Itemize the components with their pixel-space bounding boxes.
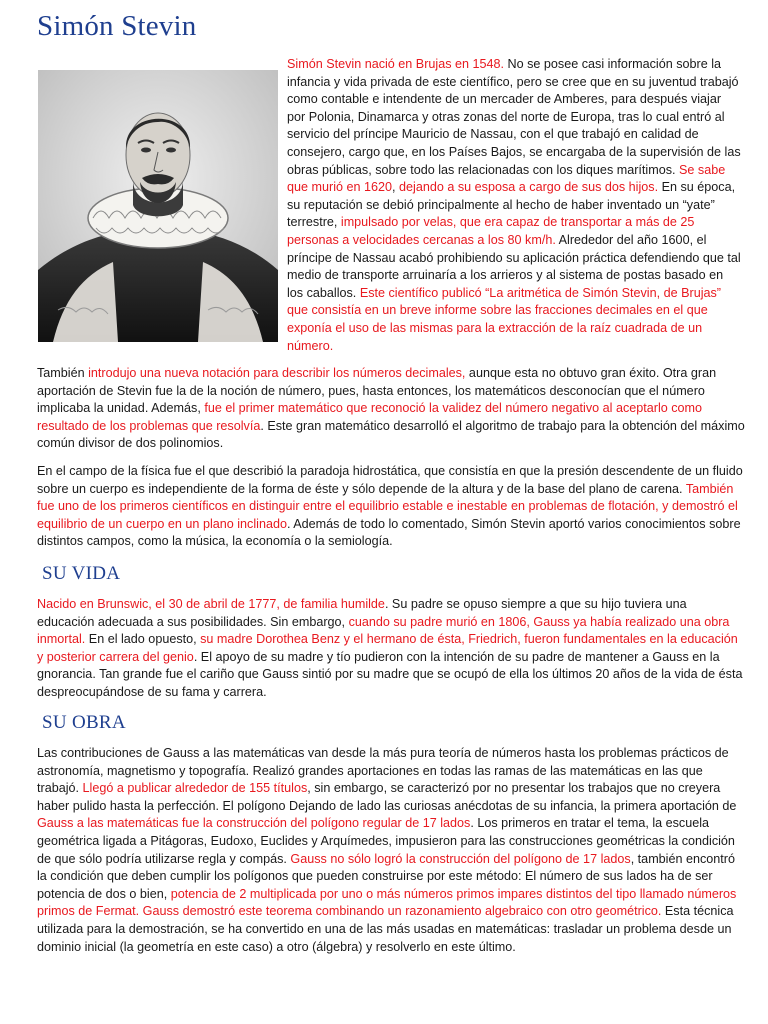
body-text: aunque esta no obtuvo gran éxito. Otra gran aportación de Stevin fue la de la noción de número, pues, hasta entonces, los matemáticos desconocían que el número implicaba la unidad. Además, bbox=[37, 366, 717, 416]
paragraph-physics bbox=[37, 463, 745, 551]
highlighted-text: También fue uno de los primeros científicos en distinguir entre el equilibrio estable e inestable en problemas de flotación, y demostró el equilibrio de un cuerpo en un plano inclinado bbox=[37, 481, 738, 531]
highlighted-text: su madre Dorothea Benz y el hermano de ésta, Friedrich, fueron fundamentales en la educación y posterior carrera del genio bbox=[37, 632, 738, 664]
body-text: . Los primeros en tratar el tema, la escuela geométrica ligada a Pitágoras, Eudoxo, Euclides y Arquímedes, impusieron para las construcciones geométricas la condición de que sólo podría utilizarse regla y compás. bbox=[37, 816, 735, 866]
body-text: También bbox=[37, 366, 89, 380]
highlighted-text: Simón Stevin nació en Brujas en 1548. bbox=[287, 57, 505, 71]
paragraph-obra bbox=[37, 745, 747, 956]
body-text: Las contribuciones de Gauss a las matemáticas van desde la más pura teoría de números hasta los problemas prácticos de astronomía, magnetismo y topografía. Realizó grandes aportaciones en todas las ramas de las matemáticas en las que trabajó. bbox=[37, 746, 729, 796]
body-text: . Además de todo lo comentado, Simón Stevin aportó varios conocimientos sobre distintos campos, como la música, la economía o la semiología. bbox=[37, 516, 741, 549]
highlighted-text: Nacido en Brunswic, el 30 de abril de 1777, de familia humilde bbox=[37, 597, 385, 611]
highlighted-text: Gauss a las matemáticas fue la construcción del polígono regular de 17 lados bbox=[37, 816, 471, 831]
section-heading-obra: SU OBRA bbox=[42, 712, 126, 733]
highlighted-text: fue el primer matemático que reconoció la validez del número negativo al aceptarlo como resultado de los problemas que resolvía bbox=[37, 401, 703, 433]
highlighted-text: Llegó a publicar alrededor de 155 títulos bbox=[82, 781, 308, 796]
highlighted-text: introdujo una nueva notación para describir los números decimales, bbox=[88, 366, 466, 380]
highlighted-text: cuando su padre murió en 1806, Gauss ya había realizado una obra inmortal. bbox=[37, 614, 730, 647]
body-text: En el lado opuesto, bbox=[85, 632, 201, 647]
body-text: . Su padre se opuso siempre a que su hijo tuviera una educación adecuada a sus posibilidades. Sin embargo, bbox=[37, 597, 687, 629]
intro-paragraph bbox=[287, 56, 742, 355]
paragraph-notation bbox=[37, 365, 745, 453]
body-text: , también encontró la condición que deben cumplir los polígonos que pueden construirse por este método: El número de sus lados ha de ser potencia de dos o bien, bbox=[37, 851, 735, 901]
body-text: , bbox=[392, 180, 400, 195]
highlighted-text: dejando a su esposa a cargo de sus dos hijos. bbox=[399, 180, 659, 195]
highlighted-text: impulsado por velas, que era capaz de transportar a más de 25 personas a velocidades cercanas a los 80 km/h. bbox=[287, 215, 695, 247]
body-text: En el campo de la física fue el que describió la paradoja hidrostática, que consistía en que la presión descendente de un fluido sobre un cuerpo es independiente de la forma de éste y sólo depende de la altura y de la base del plano de carena. bbox=[37, 464, 743, 496]
highlighted-text: Se sabe que murió en 1620 bbox=[287, 162, 726, 195]
body-text: , sin embargo, se caracterizó por no presentar los trabajos que no creyera haber pulido hasta la perfección. El polígono Dejando de lado las curiosas anécdotas de su infancia, la primera aportación de bbox=[37, 781, 737, 813]
highlighted-text: Gauss no sólo logró la construcción del polígono de 17 lados bbox=[290, 851, 631, 866]
highlighted-text: potencia de 2 multiplicada por uno o más números primos impares distintos del tipo llamado números primos de Fermat. Gauss demostró este teorema combinando un razonamiento algebraico con otro geométrico. bbox=[37, 886, 737, 919]
body-text: . Este gran matemático desarrolló el algoritmo de trabajo para la obtención del máximo común divisor de dos polinomios. bbox=[37, 418, 745, 451]
body-text: Alrededor del año 1600, el príncipe de Nassau acabó prohibiendo su aplicación práctica defendiendo que tal medio de transporte arruinaría a los arrieros y al sistema de postas basado en los caballos. bbox=[287, 232, 741, 300]
body-text: En su época, su reputación se debió principalmente al hecho de haber inventado un “yate” terrestre, bbox=[287, 180, 736, 230]
portrait-image bbox=[38, 70, 278, 342]
highlighted-text: Este científico publicó “La aritmética de Simón Stevin, de Brujas” que consistía en un breve informe sobre las fracciones decimales en el que exponía el uso de las mismas para la extracción de la raíz cuadrada de un número. bbox=[287, 285, 722, 353]
body-text: Esta técnica utilizada para la demostración, se ha convertido en una de las más usadas en matemáticas: trasladar un problema desde un dominio inicial (la geometría en este caso) a otro (álgebra) y resolverlo en este último. bbox=[37, 904, 734, 954]
section-heading-vida: SU VIDA bbox=[42, 563, 121, 584]
page-title: Simón Stevin bbox=[37, 10, 197, 42]
body-text: No se posee casi información sobre la infancia y vida privada de este científico, pero se cree que en su juventud trabajó como contable e intendente de un mercader de Amberes, para después viajar por Polonia, Dinamarca y otras zonas del norte de Europa, tras lo cual entró al servicio del príncipe Mauricio de Nassau, con el que trabajó en calidad de consejero, cargo que, en los Países Bajos, se encargaba de la supervisión de las obras públicas, sobre todo las relacionadas con los diques marítimos. bbox=[287, 57, 741, 177]
paragraph-vida bbox=[37, 596, 747, 702]
body-text: . El apoyo de su madre y tío pudieron con la intención de su padre de mantener a Gauss en la gnorancia. Tan grande fue el cariño que Gauss sintió por su madre que se ocupó de ella los últimos 20 años de la vida de ésta despreocupándose de su fama y carrera. bbox=[37, 649, 743, 699]
